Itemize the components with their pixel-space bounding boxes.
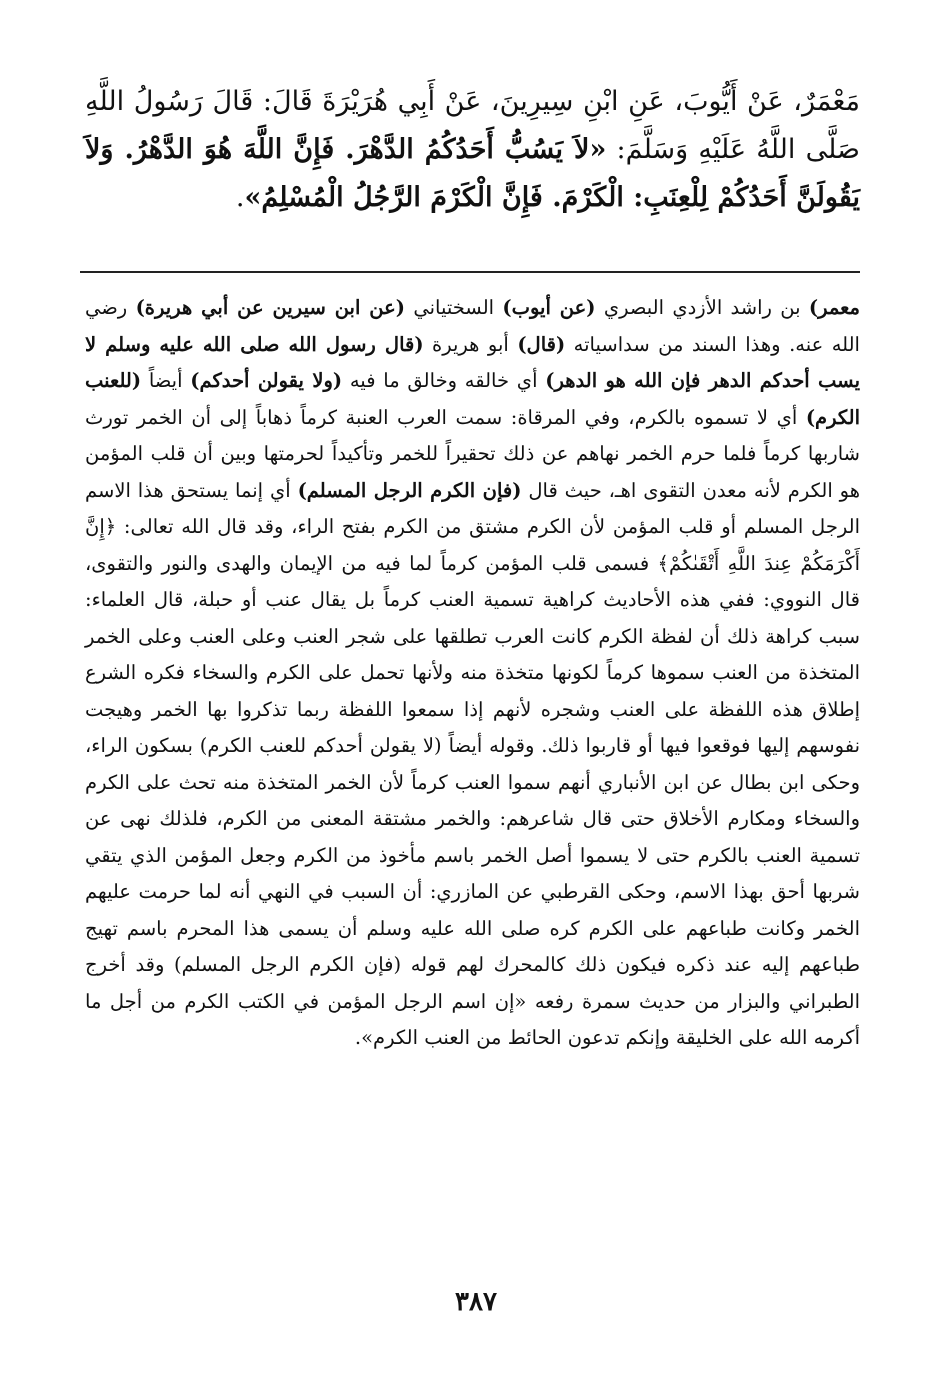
hadith-text	[85, 78, 860, 222]
commentary-bold-3: (عن أيوب)	[502, 296, 596, 319]
commentary-plain-14: أي لا تسموه بالكرم، وفي المرقاة: سمت العرب العنبة كرماً ذهاباً إلى أن الخمر تورث شاربها كرماً فلما حرم الخمر نهاهم عن ذلك تحقيراً للخمر وتأكيداً لحرمتها وبين أن قلب المؤمن هو الكرم لأنه معدن التقوى اهـ، حيث قال	[85, 405, 860, 502]
hadith-end: .	[235, 182, 245, 213]
commentary-plain-16: أي إنما يستحق هذا الاسم الرجل المسلم أو قلب المؤمن لأن الكرم مشتق من الكرم بفتح الراء، وقد قال الله تعالى:	[85, 478, 860, 538]
commentary-bold-9: (قال رسول الله صلى الله عليه وسلم لا يسب أحدكم الدهر فإن الله هو الدهر)	[85, 332, 860, 392]
commentary-plain-18: فسمى قلب المؤمن كرماً لما فيه من الإيمان والهدى والنور والتقوى، قال النووي: ففي هذه الأحاديث كراهية تسمية العنب كرماً بل يقال عنب أو حبلة، قال العلماء: سبب كراهة ذلك أن لفظة الكرم كانت العرب تطلقها على شجر العنب وعلى العنب وعلى الخمر المتخذة من العنب سموها كرماً لكونها متخذة منه ولأنها تحمل على الكرم والسخاء فكره الشرع إطلاق هذه اللفظة على العنب وشجره لأنهم إذا سمعوا اللفظة ربما تذكروا بها الخمر وهيجت نفوسهم إليها فوقعوا فيها أو قاربوا ذلك. وقوله أيضاً (لا يقولن أحدكم للعنب الكرم) بسكون الراء، وحكى ابن بطال عن ابن الأنباري أنهم سموا العنب كرماً لأن الخمر المتخذة منه تحث على الكرم والسخاء ومكارم الأخلاق حتى قال شاعرهم: والخمر مشتقة المعنى من الكرم، فلذلك نهى عن تسمية العنب بالكرم حتى لا يسموا أصل الخمر باسم مأخوذ من الكرم وجعل المؤمن الذي يتقي شربها أحق بهذا الاسم، وحكى القرطبي عن المازري: أن السبب في النهي أنه لما حرمت عليهم الخمر وكانت طباعهم على الكرم كره صلى الله عليه وسلم أن يسمى هذا المحرم باسم تهيج طباعهم إليه عند ذكره فيكون ذلك كالمحرك لهم قوله (فإن الكرم الرجل المسلم) وقد أخرج الطبراني والبزار من حديث سمرة رفعه «إن اسم الرجل المؤمن في الكتب الكرم من أجل ما أكرمه الله على الخليقة وإنكم تدعون الحائط من العنب الكرم».	[85, 551, 860, 1049]
commentary-plain-10: أي خالقه وخالق ما فيه	[342, 369, 546, 392]
commentary-text	[85, 290, 860, 1057]
commentary-bold-11: (ولا يقولن أحدكم)	[190, 369, 343, 392]
commentary-plain-4: السختياني	[405, 296, 503, 319]
page-number: ٣٨٧	[455, 1287, 497, 1317]
hadith-quote: «لاَ يَسُبُّ أَحَدُكُمُ الدَّهْرَ. فَإِنَّ اللَّهَ هُوَ الدَّهْرُ. وَلاَ يَقُولَنَّ أَحَدُكُمْ لِلْعِنَبِ: الْكَرْمَ. فَإِنَّ الْكَرْمَ الرَّجُلُ الْمُسْلِمُ»	[85, 134, 860, 213]
commentary-bold-15: (فإن الكرم الرجل المسلم)	[297, 478, 522, 502]
commentary-plain-8: أبو هريرة	[423, 332, 518, 356]
hadith-chain: مَعْمَرٌ، عَنْ أَيُّوبَ، عَنِ ابْنِ سِيرِينَ، عَنْ أَبِي هُرَيْرَةَ قَالَ: قَالَ رَسُولُ اللَّهِ صَلَّى اللَّهُ عَلَيْهِ وَسَلَّمَ:	[85, 86, 860, 165]
commentary-bold-7: (قال)	[517, 332, 566, 356]
commentary-bold-13: (للعنب الكرم)	[85, 369, 860, 429]
commentary-bold-1: معمر)	[808, 296, 860, 319]
commentary-plain-2: بن راشد الأزدي البصري	[595, 296, 809, 319]
footnote-divider	[80, 271, 860, 273]
commentary-bold-5: (عن ابن سيرين عن أبي هريرة)	[135, 296, 406, 319]
commentary-plain-12: أيضاً	[141, 369, 191, 392]
quran-verse: ﴿إِنَّ أَكْرَمَكُمْ عِندَ اللَّهِ أَتْقَىٰكُمْ﴾	[85, 515, 860, 575]
commentary-plain-6: رضي الله عنه. وهذا السند من سداسياته	[85, 296, 860, 356]
